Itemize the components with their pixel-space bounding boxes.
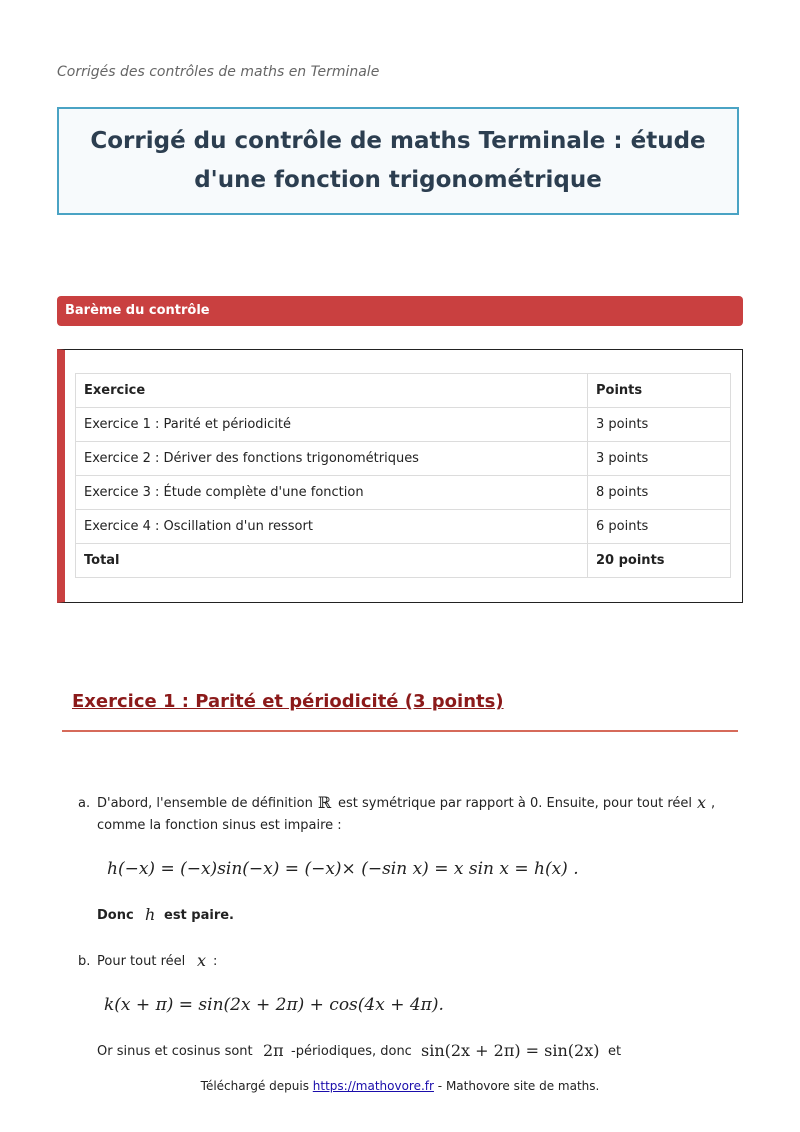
item-b-text1: Pour tout réel <box>97 954 186 969</box>
row-points: 3 points <box>588 442 731 476</box>
exercise1-divider <box>62 730 738 732</box>
item-a-text2: est symétrique par rapport à 0. Ensuite, pour tout réel <box>338 796 693 811</box>
table-row <box>76 442 731 476</box>
footer-suffix: - Mathovore site de maths. <box>437 1079 600 1093</box>
item-b-marker: b. <box>78 954 91 969</box>
table-header-row <box>76 374 731 408</box>
exercise1-title: Exercice 1 : Parité et périodicité (3 points) <box>72 691 504 712</box>
title-box <box>57 107 739 215</box>
table-total-row <box>76 544 731 578</box>
total-label: Total <box>76 544 588 578</box>
page-footer <box>0 1079 800 1093</box>
conclusion-prefix: Donc <box>97 908 134 923</box>
bareme-header: Barème du contrôle <box>57 296 743 326</box>
item-b-colon: : <box>213 954 218 969</box>
table-row <box>76 510 731 544</box>
item-a-comma: , <box>711 796 716 811</box>
item-a-marker: a. <box>78 796 91 811</box>
row-points: 8 points <box>588 476 731 510</box>
row-exercise: Exercice 2 : Dériver des fonctions trigonométriques <box>76 442 588 476</box>
item-b-formula: k(x + π) = sin(2x + 2π) + cos(4x + 4π). <box>104 995 444 1015</box>
row-points: 3 points <box>588 408 731 442</box>
table-row <box>76 476 731 510</box>
item-a-var: x <box>697 793 707 812</box>
item-a-formula: h(−x) = (−x)sin(−x) = (−x)× (−sin x) = x sin x = h(x) . <box>107 859 579 879</box>
row-exercise: Exercice 1 : Parité et périodicité <box>76 408 588 442</box>
footer-link[interactable]: https://mathovore.fr <box>312 1079 434 1093</box>
conclusion-var: h <box>145 905 156 924</box>
bareme-table <box>75 373 731 578</box>
item-b-period: 2π <box>263 1041 284 1060</box>
item-b-text3: -périodiques, donc <box>291 1044 412 1059</box>
row-points: 6 points <box>588 510 731 544</box>
real-numbers-symbol: ℝ <box>318 793 332 812</box>
page-title: Corrigé du contrôle de maths Terminale : étude d'une fonction trigonométrique <box>90 128 706 193</box>
page-subtitle: Corrigés des contrôles de maths en Terminale <box>57 64 380 80</box>
header-points: Points <box>588 374 731 408</box>
total-points: 20 points <box>588 544 731 578</box>
item-b-formula2: sin(2x + 2π) = sin(2x) <box>421 1041 600 1060</box>
item-b-text2: Or sinus et cosinus sont <box>97 1044 253 1059</box>
row-exercise: Exercice 3 : Étude complète d'une fonction <box>76 476 588 510</box>
footer-prefix: Téléchargé depuis <box>200 1079 309 1093</box>
row-exercise: Exercice 4 : Oscillation d'un ressort <box>76 510 588 544</box>
table-row <box>76 408 731 442</box>
bareme-table-box <box>57 349 743 603</box>
item-b-text4: et <box>608 1044 622 1059</box>
item-a-text3: comme la fonction sinus est impaire : <box>97 818 342 833</box>
item-a-text1: D'abord, l'ensemble de définition <box>97 796 313 811</box>
conclusion-suffix: est paire. <box>164 908 234 923</box>
header-exercice: Exercice <box>76 374 588 408</box>
item-b-var: x <box>197 951 207 970</box>
